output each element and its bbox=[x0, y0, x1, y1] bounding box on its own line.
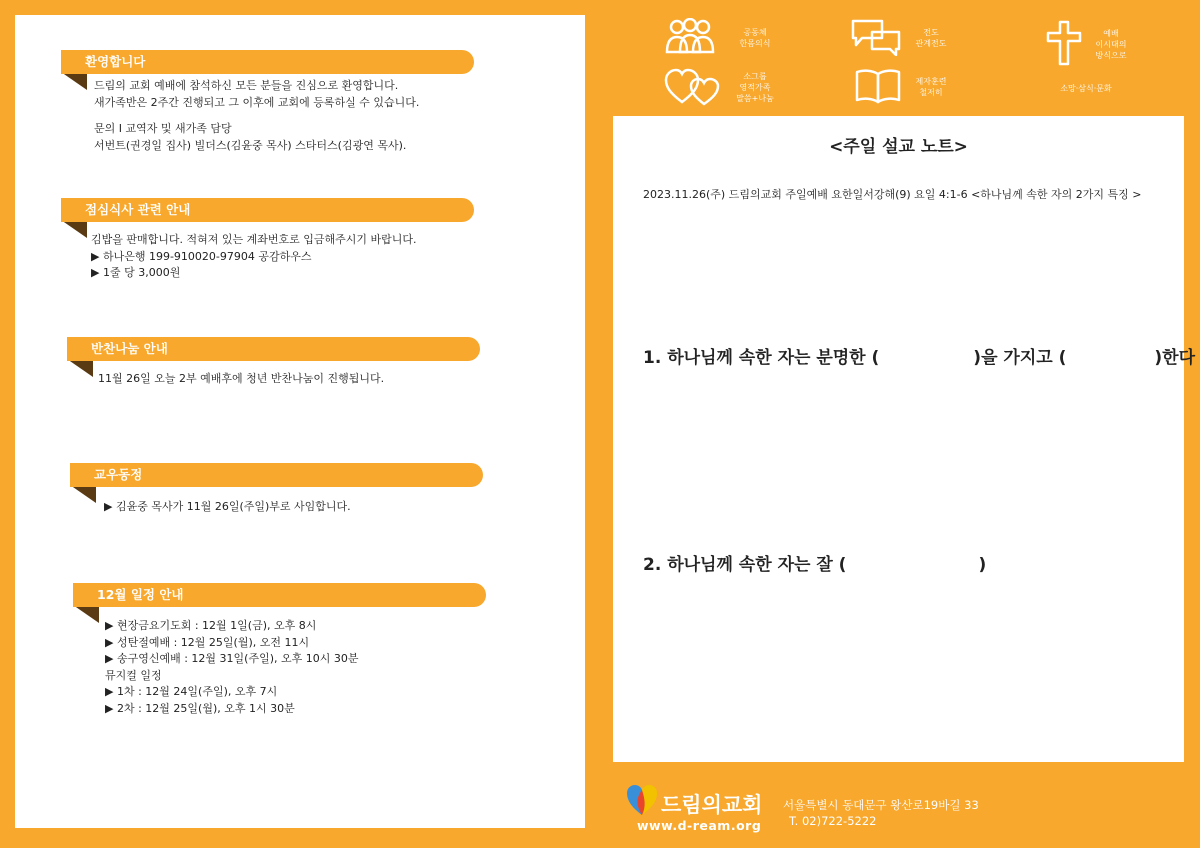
section-header: 반찬나눔 안내 bbox=[67, 337, 480, 361]
section-header: 환영합니다 bbox=[61, 50, 474, 74]
section-header: 교우동정 bbox=[70, 463, 483, 487]
body-line: 김밥을 판매합니다. 적혀져 있는 계좌번호로 입금해주시기 바랍니다. bbox=[91, 233, 417, 246]
sermon-title: <주일 설교 노트> bbox=[829, 137, 968, 157]
header-fold bbox=[67, 359, 93, 377]
section-header: 12월 일정 안내 bbox=[73, 583, 486, 607]
icon-label: 소망·삼식·문화 bbox=[1060, 84, 1112, 93]
section-body bbox=[91, 232, 417, 282]
icon-label: 제자훈련 철저히 bbox=[915, 77, 947, 97]
body-line: ▶ 1차 : 12월 24일(주일), 오후 7시 bbox=[105, 685, 278, 698]
section-body bbox=[104, 499, 351, 516]
question-text: 2. 하나님께 속한 자는 잘 ( bbox=[643, 555, 847, 575]
body-line: ▶ 송구영신예배 : 12월 31일(주일), 오후 10시 30분 bbox=[105, 652, 359, 665]
church-phone: T. 02)722-5222 bbox=[789, 814, 877, 828]
section-body bbox=[105, 618, 358, 717]
speech-bubbles-icon bbox=[850, 18, 902, 56]
church-address: 서울특별시 동대문구 왕산로19바길 33 bbox=[783, 798, 979, 812]
sermon-note bbox=[613, 116, 1195, 762]
values-icons bbox=[600, 12, 1200, 112]
question-text: )한다 bbox=[1154, 348, 1195, 368]
question-text: 1. 하나님께 속한 자는 분명한 ( bbox=[643, 348, 880, 368]
question-2 bbox=[643, 550, 986, 575]
section-header: 점심식사 관련 안내 bbox=[61, 198, 474, 222]
hearts-icon bbox=[664, 68, 722, 106]
body-line: 드림의 교회 예배에 참석하신 모든 분들을 진심으로 환영합니다. bbox=[94, 79, 399, 92]
body-line: 뮤지컬 일정 bbox=[105, 668, 162, 682]
question-text: )을 가지고 ( bbox=[973, 348, 1067, 368]
body-line: 11월 26일 오늘 2부 예배후에 청년 반찬나눔이 진행됩니다. bbox=[98, 372, 385, 385]
body-line: 서번트(권경일 집사) 빌더스(김윤중 목사) 스타터스(김광연 목사). bbox=[94, 138, 407, 152]
church-url[interactable]: www.d-ream.org bbox=[637, 818, 762, 833]
icon-label: 예배 이시대의 방식으로 bbox=[1095, 29, 1127, 60]
body-line: ▶ 현장금요기도회 : 12월 1일(금), 오후 8시 bbox=[105, 619, 317, 632]
section-body bbox=[98, 371, 384, 388]
body-line: ▶ 성탄절예배 : 12월 25일(월), 오전 11시 bbox=[105, 635, 310, 649]
church-logo-icon bbox=[625, 783, 659, 821]
section-body bbox=[94, 78, 419, 154]
question-text: ) bbox=[978, 555, 987, 575]
open-book-icon bbox=[854, 68, 902, 104]
header-fold bbox=[73, 605, 99, 623]
people-icon bbox=[664, 18, 716, 54]
body-line: 문의 I 교역자 및 새가족 담당 bbox=[94, 122, 232, 135]
header-fold bbox=[61, 72, 87, 90]
announcements-panel bbox=[15, 15, 585, 828]
question-1 bbox=[643, 343, 1195, 368]
body-line: ▶ 김윤중 목사가 11월 26일(주일)부로 사임합니다. bbox=[104, 500, 351, 513]
header-fold bbox=[61, 220, 87, 238]
church-name: 드림의교회 bbox=[661, 793, 763, 817]
body-line: ▶ 하나은행 199-910020-97904 공감하우스 bbox=[91, 249, 312, 263]
body-line: 새가족반은 2주간 진행되고 그 이후에 교회에 등록하실 수 있습니다. bbox=[94, 95, 420, 109]
body-line: ▶ 2차 : 12월 25일(월), 오후 1시 30분 bbox=[105, 701, 295, 715]
icon-label: 공동체 한몸의식 bbox=[739, 28, 771, 48]
icon-label: 전도 관계전도 bbox=[915, 28, 947, 48]
header-fold bbox=[70, 485, 96, 503]
body-line: ▶ 1줄 당 3,000원 bbox=[91, 266, 181, 279]
sermon-subtitle: 2023.11.26(주) 드림의교회 주일예배 요한일서강해(9) 요일 4:1-6 <하나님께 속한 자의 2가지 특징 > bbox=[643, 188, 1142, 201]
cross-icon bbox=[1046, 20, 1082, 66]
church-footer bbox=[613, 770, 1184, 840]
icon-label: 소그룹 영적가족 말씀+나눔 bbox=[736, 72, 774, 103]
